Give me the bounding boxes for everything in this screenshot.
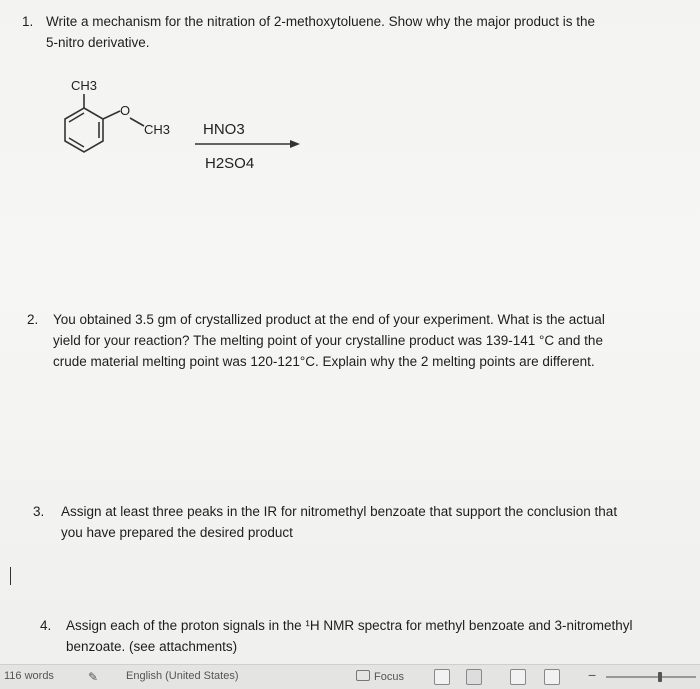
question-number: 2.	[27, 312, 39, 327]
question-line: Assign each of the proton signals in the ¹H NMR spectra for methyl benzoate and 3-nitromethyl	[66, 618, 633, 633]
read-mode-button[interactable]	[434, 669, 450, 685]
question-line: yield for your reaction? The melting point of your crystalline product was 139-141 °C and the	[53, 333, 603, 348]
language-indicator[interactable]: English (United States)	[126, 670, 239, 682]
arrow-head	[290, 140, 300, 148]
web-layout-button[interactable]	[510, 669, 526, 685]
status-bar	[0, 664, 700, 689]
focus-icon	[356, 670, 370, 681]
question-line: 5-nitro derivative.	[46, 35, 150, 50]
outline-view-button[interactable]	[544, 669, 560, 685]
print-layout-button[interactable]	[466, 669, 482, 685]
reagent-top: HNO3	[203, 121, 245, 138]
ch3-top-label: CH3	[71, 78, 98, 93]
text-cursor	[10, 567, 11, 585]
question-line: Write a mechanism for the nitration of 2-methoxytoluene. Show why the major product is the	[46, 14, 596, 29]
question-4	[40, 615, 680, 657]
question-number: 3.	[33, 504, 45, 519]
question-1	[22, 11, 682, 53]
question-line: You obtained 3.5 gm of crystallized product at the end of your experiment. What is the actual	[53, 312, 605, 327]
question-line: Assign at least three peaks in the IR for nitromethyl benzoate that support the conclusion that	[61, 504, 618, 519]
question-2	[27, 309, 677, 372]
question-number: 4.	[40, 618, 52, 633]
question-line: crude material melting point was 120-121°C. Explain why the 2 melting points are different.	[53, 354, 595, 369]
question-line: you have prepared the desired product	[61, 525, 293, 540]
focus-label: Focus	[374, 671, 404, 683]
benzene-ring	[65, 108, 103, 152]
word-count[interactable]: 116 words	[4, 670, 54, 682]
ch3-right-label: CH3	[144, 122, 171, 137]
question-line: benzoate. (see attachments)	[66, 639, 238, 654]
zoom-out-button[interactable]: −	[588, 667, 597, 683]
oxygen-bond	[103, 111, 120, 119]
focus-button[interactable]	[356, 670, 404, 683]
ch3-bond	[130, 118, 144, 126]
zoom-slider[interactable]	[606, 676, 696, 678]
reagent-bottom: H2SO4	[205, 155, 255, 172]
zoom-slider-thumb[interactable]	[658, 672, 662, 682]
proofing-icon[interactable]: ✎	[88, 670, 99, 684]
question-number: 1.	[22, 14, 34, 29]
reaction-scheme	[40, 74, 340, 194]
question-3	[33, 501, 673, 543]
oxygen-label: O	[120, 103, 131, 118]
